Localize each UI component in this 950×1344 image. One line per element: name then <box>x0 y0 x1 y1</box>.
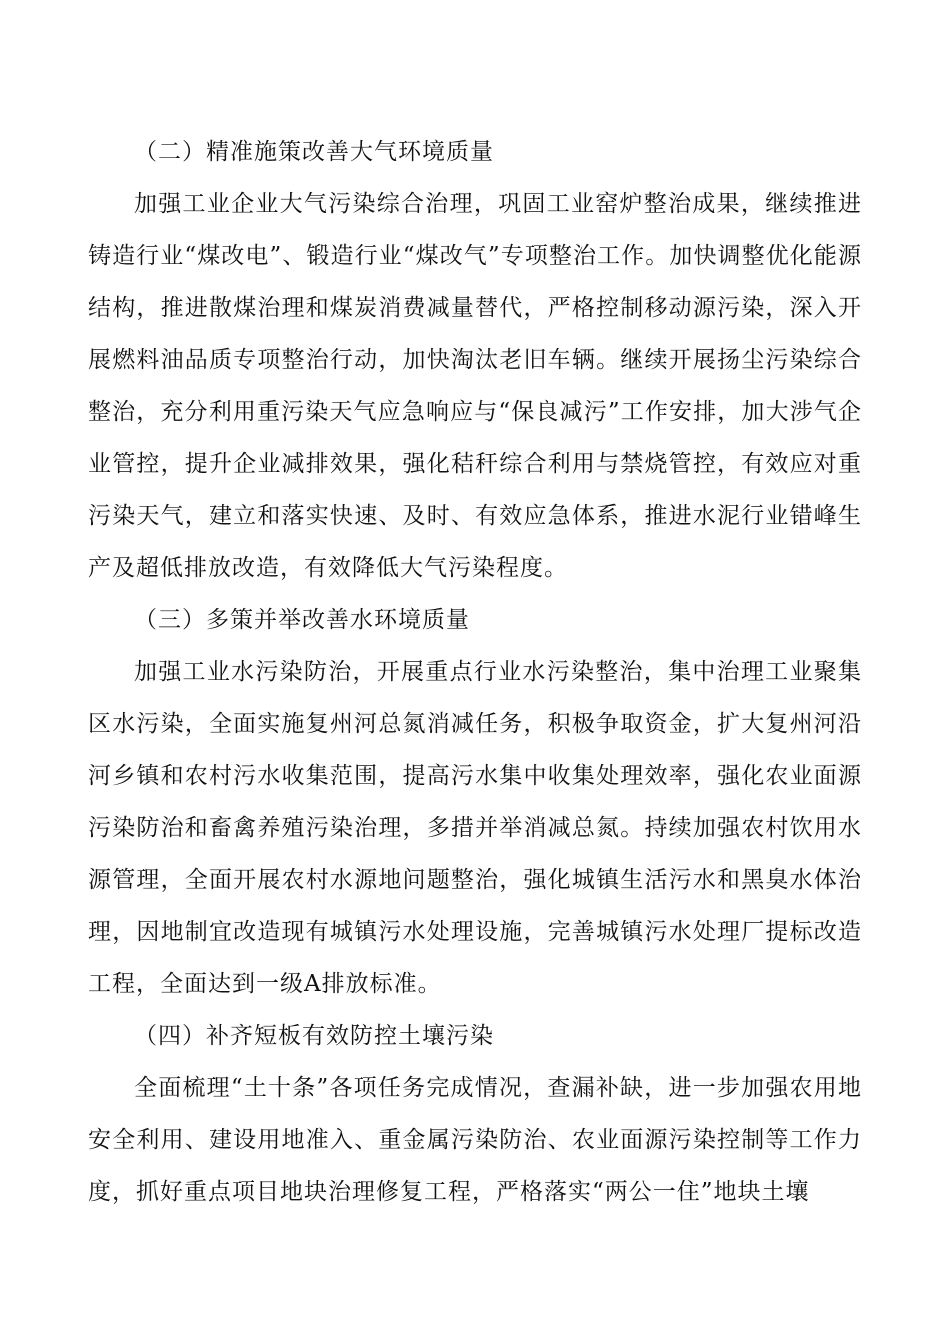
section-paragraph: 加强工业企业大气污染综合治理，巩固工业窑炉整治成果，继续推进铸造行业“煤改电”、锻造行业“煤改气”专项整治工作。加快调整优化能源结构，推进散煤治理和煤炭消费减量替代，严格控制移动源污染，深入开展燃料油品质专项整治行动，加快淘汰老旧车辆。继续开展扬尘污染综合整治，充分利用重污染天气应急响应与“保良减污”工作安排，加大涉气企业管控，提升企业减排效果，强化秸秆综合利用与禁烧管控，有效应对重污染天气，建立和落实快速、及时、有效应急体系，推进水泥行业错峰生产及超低排放改造，有效降低大气污染程度。 <box>88 191 862 581</box>
section-paragraph: 加强工业水污染防治，开展重点行业水污染整治，集中治理工业聚集区水污染，全面实施复州河总氮消减任务，积极争取资金，扩大复州河沿河乡镇和农村污水收集范围，提高污水集中收集处理效率，强化农业面源污染防治和畜禽养殖污染治理，多措并举消减总氮。持续加强农村饮用水源管理，全面开展农村水源地问题整治，强化城镇生活污水和黑臭水体治理，因地制宜改造现有城镇污水处理设施，完善城镇污水处理厂提标改造工程，全面达到一级A排放标准。 <box>88 659 862 997</box>
section-air-quality <box>88 126 862 594</box>
document-body <box>88 126 862 1218</box>
section-heading: （四）补齐短板有效防控土壤污染 <box>134 1023 494 1049</box>
section-water-quality <box>88 594 862 1010</box>
section-heading: （二）精准施策改善大气环境质量 <box>134 139 494 165</box>
section-soil-pollution <box>88 1010 862 1218</box>
section-heading: （三）多策并举改善水环境质量 <box>134 607 470 633</box>
section-paragraph: 全面梳理“土十条”各项任务完成情况，查漏补缺，进一步加强农用地安全利用、建设用地准入、重金属污染防治、农业面源污染控制等工作力度，抓好重点项目地块治理修复工程，严格落实“两公一住”地块土壤 <box>88 1075 862 1205</box>
